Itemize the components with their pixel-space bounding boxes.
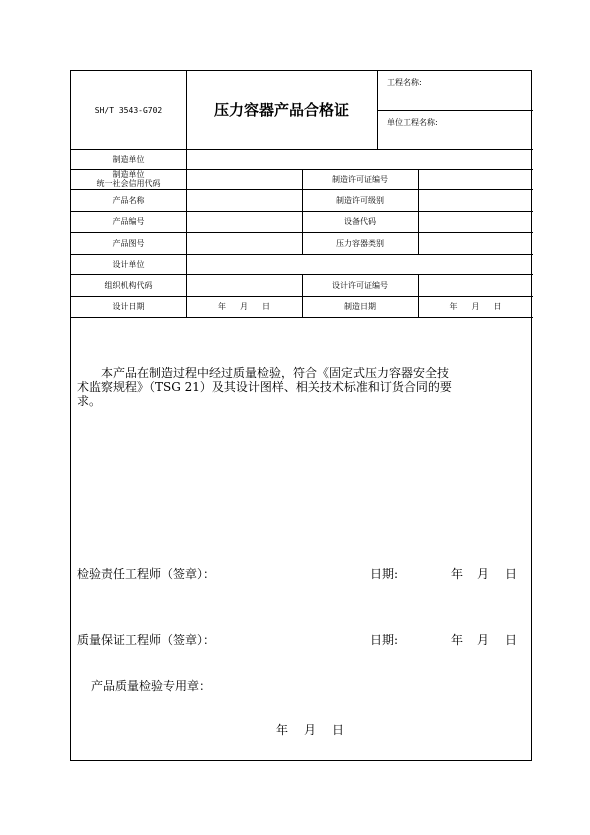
page-title: 压力容器产品合格证 (213, 100, 349, 119)
manufacture-date-month: 月 (471, 302, 480, 311)
unit-project-name-label: 单位工程名称: (387, 118, 438, 127)
license-level-label: 制造许可级别 (336, 195, 384, 205)
stamp-date-month: 月 (304, 723, 317, 737)
qa-signature-label: 质量保证工程师（签章）： (77, 633, 216, 647)
design-date-value (186, 296, 302, 317)
statement-line-3: 求。 (77, 394, 102, 408)
drawing-no-label: 产品图号 (112, 238, 145, 248)
inspector-date-year: 年 (451, 567, 464, 581)
product-name-label: 产品名称 (112, 195, 145, 205)
design-unit-label: 设计单位 (112, 259, 145, 269)
standard-code: SH/T 3543-G702 (94, 105, 163, 115)
project-name-label: 工程名称: (387, 78, 422, 87)
product-no-label: 产品编号 (112, 217, 145, 226)
statement-line-1: 本产品在制造过程中经过质量检验，符合《固定式压力容器安全技 (101, 366, 450, 380)
divider (418, 169, 419, 254)
manufacture-date-value (418, 296, 533, 317)
compliance-statement (77, 366, 527, 408)
divider (71, 317, 533, 318)
statement-line-2: 术监察规程》（TSG 21）及其设计图样、相关技术标准和订货合同的要 (77, 380, 452, 394)
credit-code-label-line2: 统一社会信用代码 (96, 179, 161, 188)
manufacturer-value (187, 150, 532, 169)
qa-date-month: 月 (477, 633, 490, 647)
divider (186, 149, 187, 317)
manufacturer-label: 制造单位 (112, 154, 145, 164)
manufacture-date-label: 制造日期 (344, 302, 376, 311)
design-date-day: 日 (262, 302, 270, 311)
inspector-date-label: 日期: (370, 567, 399, 581)
credit-code-label-line1: 制造单位 (112, 170, 145, 179)
org-code-label: 组织机构代码 (104, 280, 153, 290)
design-date-year: 年 (218, 302, 226, 311)
qa-date-year: 年 (451, 633, 464, 647)
stamp-date-day: 日 (332, 723, 345, 737)
credit-code-label (71, 169, 186, 189)
equipment-code-label: 设备代码 (344, 217, 376, 226)
inspector-date-day: 日 (505, 567, 518, 581)
inspector-signature-label: 检验责任工程师（签章）： (77, 567, 216, 581)
design-license-label: 设计许可证编号 (332, 280, 388, 290)
manufacture-date-day: 日 (493, 302, 502, 311)
license-no-label: 制造许可证编号 (332, 174, 388, 184)
inspector-date-month: 月 (477, 567, 490, 581)
inspection-stamp-label: 产品质量检验专用章： (91, 679, 212, 693)
qa-date-label: 日期: (370, 633, 399, 647)
qa-date-day: 日 (505, 633, 518, 647)
certificate-form (70, 70, 532, 761)
stamp-date-year: 年 (276, 723, 289, 737)
design-date-label: 设计日期 (112, 302, 145, 311)
vessel-category-label: 压力容器类别 (336, 238, 384, 248)
design-date-month: 月 (240, 302, 248, 311)
manufacture-date-year: 年 (449, 302, 458, 311)
divider (377, 110, 533, 111)
